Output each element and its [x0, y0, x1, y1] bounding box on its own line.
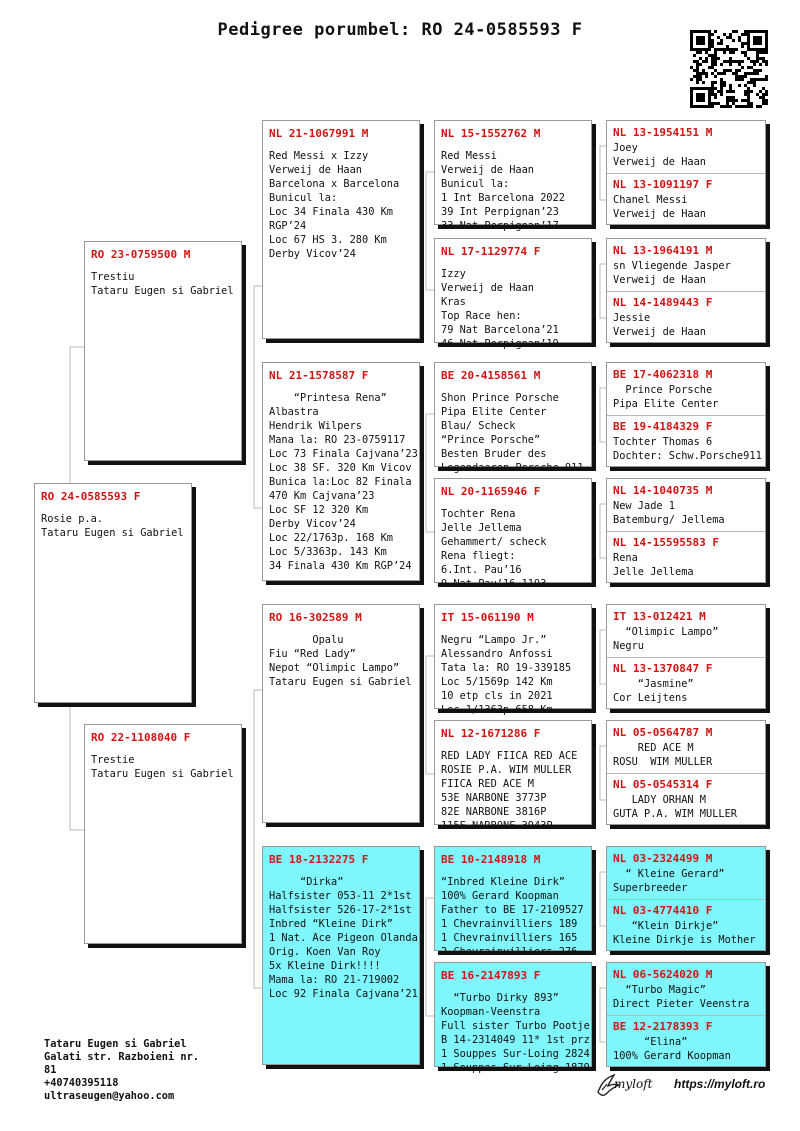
- ring-number: NL 03-4774410 F: [613, 903, 713, 917]
- pigeon-details: Rena Jelle Jellema: [613, 551, 694, 578]
- breeder-info: [44, 1038, 199, 1103]
- great-great-grandparent-card: [607, 899, 765, 951]
- pigeon-details: Joey Verweij de Haan: [613, 142, 706, 168]
- brand-url[interactable]: https://myloft.ro: [674, 1077, 766, 1091]
- qr-code-icon: [690, 30, 768, 108]
- ring-number: NL 05-0545314 F: [613, 777, 713, 791]
- ring-number: IT 13-012421 M: [613, 610, 706, 623]
- ring-number: NL 13-1370847 F: [613, 661, 713, 675]
- breeder-line: 81: [44, 1064, 57, 1076]
- great-grandparent-card: [434, 120, 592, 232]
- pigeon-details: Negru “Lampo Jr.” Alessandro Anfossi Tata la: RO 19-339185 Loc 5/1569p 142 Km 10 etp cls in 2021 Loc 1/1363p 658 Km: [441, 634, 572, 716]
- pigeon-details: “Dirka” Halfsister 053-11 2*1st Halfsister 526-17-2*1st Inbred “Kleine Dirk” 1 Nat. Ace Pigeon Olanda Orig. Koen Van Roy 5x Kleine Dirk!!!! Mama la: RO 21-719002 Loc 92 Finala Cajvana’21: [269, 876, 418, 1000]
- great-great-grandparent-card: [607, 173, 765, 225]
- pigeon-details: Red Messi Verweij de Haan Bunicul la: 1 Int Barcelona 2022 39 Int Perpignan’23 33 Nat Perpignan’17: [441, 150, 565, 232]
- connector-line: [426, 172, 434, 290]
- great-great-grandparent-card: [607, 1015, 765, 1067]
- great-grandparent-card: [434, 720, 592, 832]
- great-great-grandparent-card: [607, 721, 765, 774]
- great-grandparent-card: [434, 604, 592, 716]
- grandparent-card: [262, 604, 420, 823]
- ring-number: BE 18-2132275 F: [269, 853, 369, 866]
- great-great-grandparent-card: [607, 415, 765, 467]
- ring-number: NL 06-5624020 M: [613, 968, 713, 981]
- page-title: Pedigree porumbel: RO 24-0585593 F: [217, 20, 583, 40]
- great-great-grandparent-card: [607, 291, 765, 343]
- great-great-grandparents-pair: [606, 604, 766, 709]
- ring-number: NL 14-15595583 F: [613, 535, 719, 549]
- ring-number: BE 12-2178393 F: [613, 1019, 713, 1033]
- great-great-grandparents-pair: [606, 478, 766, 583]
- pigeon-details: Trestiu Tataru Eugen si Gabriel: [91, 271, 234, 297]
- pigeon-details: “Klein Dirkje” Kleine Dirkje is Mother: [613, 919, 756, 946]
- pigeon-details: “ Kleine Gerard” Superbreeder: [613, 868, 725, 894]
- great-great-grandparent-card: [607, 605, 765, 658]
- great-grandparent-card: [434, 846, 592, 958]
- ring-number: BE 16-2147893 F: [441, 969, 541, 982]
- ring-number: RO 16-302589 M: [269, 611, 362, 624]
- pigeon-details: “Turbo Magic” Direct Pieter Veenstra: [613, 984, 750, 1010]
- connector-line: [426, 656, 434, 774]
- ring-number: NL 03-2324499 M: [613, 852, 713, 865]
- connector-line: [254, 286, 262, 508]
- great-grandparent-card: [434, 238, 592, 350]
- grandparent-card: [262, 846, 420, 1065]
- ring-number: RO 24-0585593 F: [41, 490, 141, 503]
- pigeon-details: Tochter Thomas 6 Dochter: Schw.Porsche911: [613, 435, 762, 462]
- brand-name: myloft: [614, 1077, 653, 1091]
- pigeon-details: “Printesa Rena” Albastra Hendrik Wilpers Mana la: RO 23-0759117 Loc 73 Finala Cajvana’23 Loc 38 SF. 320 Km Vicov Bunica la:Loc 82 Finala 470 Km Cajvana’23 Loc SF 12 320 Km Derby Vicov’24 Loc 22/1763p. 168 Km Loc 5/3363p. 143 Km 34 Finala 430 Km RGP’24: [269, 392, 418, 572]
- great-great-grandparents-pair: [606, 720, 766, 825]
- pigeon-details: “Jasmine” Cor Leijtens: [613, 677, 694, 704]
- great-great-grandparents-pair: [606, 362, 766, 467]
- pigeon-details: RED LADY FIICA RED ACE ROSIE P.A. WIM MULLER FIICA RED ACE M 53E NARBONE 3773P 82E NARBONE 3816P 115E NARBONE 3943P: [441, 750, 578, 832]
- great-great-grandparent-card: [607, 773, 765, 825]
- pigeon-details: “Elina” 100% Gerard Koopman: [613, 1035, 731, 1062]
- great-great-grandparents-pair: [606, 238, 766, 343]
- connector-line: [254, 690, 262, 988]
- great-great-grandparent-card: [607, 121, 765, 174]
- great-great-grandparents-pair: [606, 120, 766, 225]
- ring-number: RO 22-1108040 F: [91, 731, 191, 744]
- ring-number: BE 20-4158561 M: [441, 369, 541, 382]
- ring-number: BE 17-4062318 M: [613, 368, 713, 381]
- ring-number: NL 14-1040735 M: [613, 484, 713, 497]
- breeder-line: Tataru Eugen si Gabriel: [44, 1038, 187, 1050]
- grandparent-card: [262, 120, 420, 339]
- pigeon-details: sn Vliegende Jasper Verweij de Haan: [613, 260, 731, 286]
- connector-line: [426, 898, 434, 1016]
- great-great-grandparent-card: [607, 657, 765, 709]
- breeder-line: +40740395118: [44, 1077, 119, 1089]
- pigeon-details: New Jade 1 Batemburg/ Jellema: [613, 500, 725, 526]
- pigeon-details: Chanel Messi Verweij de Haan: [613, 193, 706, 220]
- ring-number: BE 10-2148918 M: [441, 853, 541, 866]
- great-grandparent-card: [434, 362, 592, 474]
- great-great-grandparents-pair: [606, 846, 766, 951]
- ring-number: BE 19-4184329 F: [613, 419, 713, 433]
- pigeon-details: RED ACE M ROSU WIM MULLER: [613, 742, 713, 768]
- pigeon-details: “Inbred Kleine Dirk” 100% Gerard Koopman Father to BE 17-2109527 1 Chevrainvilliers 189 1 Chevrainvilliers 165 2 Chevrainvilliers 276: [441, 876, 584, 958]
- ring-number: NL 12-1671286 F: [441, 727, 541, 740]
- subject-card: [34, 483, 192, 703]
- pigeon-details: Shon Prince Porsche Pipa Elite Center Blau/ Scheck “Prince Porsche” Besten Bruder des Legendaeren Porsche 911: [441, 392, 584, 474]
- great-grandparent-card: [434, 478, 592, 590]
- great-grandparent-card: [434, 962, 592, 1074]
- ring-number: NL 13-1964191 M: [613, 244, 713, 257]
- ring-number: NL 17-1129774 F: [441, 245, 541, 258]
- great-great-grandparent-card: [607, 479, 765, 532]
- qr-code: [690, 30, 768, 108]
- pigeon-details: “Turbo Dirky 893” Koopman-Veenstra Full sister Turbo Pootje B 14-2314049 11* 1st prz 1 Souppes Sur-Loing 2824 1 Souppes Sur-Loing 1879: [441, 992, 590, 1074]
- parent-card: [84, 241, 242, 461]
- pigeon-details: Izzy Verweij de Haan Kras Top Race hen: 79 Nat Barcelona’21 46 Nat Perpignan’19: [441, 268, 559, 350]
- pigeon-details: Prince Porsche Pipa Elite Center: [613, 384, 719, 410]
- parent-card: [84, 724, 242, 944]
- ring-number: NL 13-1091197 F: [613, 177, 713, 191]
- great-great-grandparent-card: [607, 239, 765, 292]
- ring-number: NL 20-1165946 F: [441, 485, 541, 498]
- breeder-line: Galati str. Razboieni nr.: [44, 1051, 199, 1063]
- great-great-grandparent-card: [607, 847, 765, 900]
- pigeon-details: Red Messi x Izzy Verweij de Haan Barcelona x Barcelona Bunicul la: Loc 34 Finala 430 Km RGP’24 Loc 67 HS 3. 280 Km Derby Vicov’24: [269, 150, 400, 260]
- great-great-grandparent-card: [607, 531, 765, 583]
- pigeon-details: Trestie Tataru Eugen si Gabriel: [91, 754, 234, 780]
- ring-number: NL 21-1067991 M: [269, 127, 369, 140]
- connector-line: [426, 414, 434, 532]
- ring-number: NL 21-1578587 F: [269, 369, 369, 382]
- breeder-line[interactable]: ultraseugen@yahoo.com: [44, 1090, 175, 1102]
- pigeon-details: LADY ORHAN M GUTA P.A. WIM MULLER: [613, 793, 737, 820]
- great-great-grandparent-card: [607, 963, 765, 1016]
- ring-number: NL 05-0564787 M: [613, 726, 713, 739]
- pigeon-details: “Olimpic Lampo” Negru: [613, 626, 719, 652]
- ring-number: RO 23-0759500 M: [91, 248, 191, 261]
- brand-footer: [594, 1072, 774, 1098]
- ring-number: NL 14-1489443 F: [613, 295, 713, 309]
- ring-number: NL 15-1552762 M: [441, 127, 541, 140]
- pigeon-details: Jessie Verweij de Haan: [613, 311, 706, 338]
- great-great-grandparents-pair: [606, 962, 766, 1067]
- grandparent-card: [262, 362, 420, 581]
- pigeon-details: Rosie p.a. Tataru Eugen si Gabriel: [41, 513, 184, 539]
- ring-number: NL 13-1954151 M: [613, 126, 713, 139]
- pigeon-details: Tochter Rena Jelle Jellema Gehammert/ scheck Rena fliegt: 6.Int. Pau’16 9.Nat.Pau’16 1193: [441, 508, 547, 590]
- great-great-grandparent-card: [607, 363, 765, 416]
- pigeon-details: Opalu Fiu “Red Lady” Nepot “Olimpic Lampo” Tataru Eugen si Gabriel: [269, 634, 412, 688]
- ring-number: IT 15-061190 M: [441, 611, 534, 624]
